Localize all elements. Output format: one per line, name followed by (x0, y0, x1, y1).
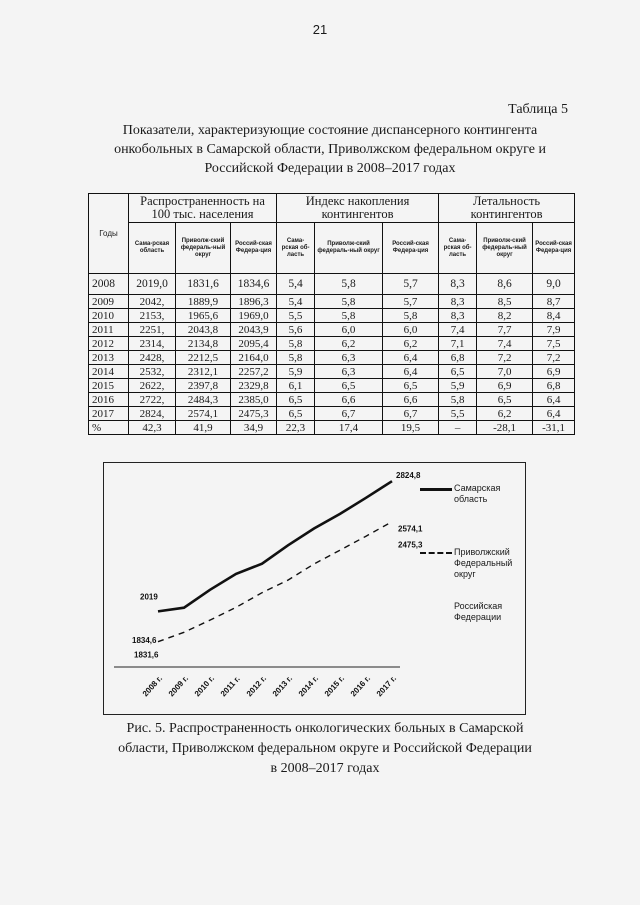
table-cell: 2164,0 (231, 351, 277, 365)
table-cell: 9,0 (533, 274, 575, 295)
table-cell: 42,3 (129, 421, 176, 435)
table-cell: 6,2 (477, 407, 533, 421)
table-cell: 5,4 (277, 274, 315, 295)
line-chart (103, 462, 526, 715)
table-cell: 6,6 (315, 393, 383, 407)
legend-swatch-solid (420, 488, 452, 491)
statistics-table (88, 193, 575, 435)
x-tick-label: 2016 г. (348, 673, 373, 699)
subheader: Сама-рская область (129, 223, 176, 274)
table-cell: 6,0 (315, 323, 383, 337)
table-cell: 2043,9 (231, 323, 277, 337)
table-cell: 6,0 (383, 323, 439, 337)
table-cell: 2622, (129, 379, 176, 393)
table-row (89, 323, 575, 337)
table-cell: 7,4 (477, 337, 533, 351)
table-cell: 2043,8 (176, 323, 231, 337)
table-cell: 6,5 (277, 407, 315, 421)
table-cell: 5,8 (277, 351, 315, 365)
table-cell: 2532, (129, 365, 176, 379)
table-cell: 7,2 (477, 351, 533, 365)
table-cell: 1831,6 (176, 274, 231, 295)
x-tick-label: 2017 г. (374, 673, 399, 699)
subheader: Приволж-ский федераль-ный округ (176, 223, 231, 274)
table-row (89, 337, 575, 351)
table-cell: 7,0 (477, 365, 533, 379)
table-title-line: Российской Федерации в 2008–2017 годах (204, 161, 456, 176)
table-label: Таблица 5 (508, 102, 568, 117)
table-cell: 2134,8 (176, 337, 231, 351)
table-cell: 5,9 (277, 365, 315, 379)
series-line-0 (158, 481, 392, 611)
table-cell: 5,7 (383, 274, 439, 295)
table-cell: 8,3 (439, 295, 477, 309)
table-cell: 8,5 (477, 295, 533, 309)
subheader: Приволж-ский федераль-ный округ (477, 223, 533, 274)
table-cell: 6,8 (533, 379, 575, 393)
row-year-cell: 2014 (89, 365, 129, 379)
table-cell: 6,1 (277, 379, 315, 393)
row-year-cell: 2008 (89, 274, 129, 295)
row-year-cell: 2012 (89, 337, 129, 351)
years-header: Годы (89, 194, 129, 274)
table-cell: 8,3 (439, 309, 477, 323)
table-cell: 19,5 (383, 421, 439, 435)
table-cell: 2095,4 (231, 337, 277, 351)
table-body (89, 274, 575, 435)
table-cell: 6,7 (315, 407, 383, 421)
row-year-cell: 2009 (89, 295, 129, 309)
row-year-cell: % (89, 421, 129, 435)
group-header-prevalence: Распространенность на 100 тыс. населения (129, 194, 277, 223)
row-year-cell: 2016 (89, 393, 129, 407)
group-header-accumulation-index: Индекс накопления контингентов (277, 194, 439, 223)
table-cell: 6,4 (533, 407, 575, 421)
table-cell: – (439, 421, 477, 435)
table-cell: 6,9 (533, 365, 575, 379)
table-cell: 6,5 (383, 379, 439, 393)
series-line-1 (158, 522, 392, 642)
x-tick-label: 2011 г. (218, 674, 242, 699)
caption-line: в 2008–2017 годах (270, 761, 380, 776)
table-cell: 2329,8 (231, 379, 277, 393)
table-cell: 6,6 (383, 393, 439, 407)
table-cell: 2153, (129, 309, 176, 323)
subheader: Сама-рская об-ласть (439, 223, 477, 274)
group-header-lethality: Летальность контингентов (439, 194, 575, 223)
table-cell: 5,8 (315, 274, 383, 295)
table-cell: -28,1 (477, 421, 533, 435)
table-cell: 8,3 (439, 274, 477, 295)
table-cell: 7,4 (439, 323, 477, 337)
table-cell: 17,4 (315, 421, 383, 435)
table-cell: 5,8 (277, 337, 315, 351)
table-cell: 6,7 (383, 407, 439, 421)
table-cell: -31,1 (533, 421, 575, 435)
x-tick-label: 2010 г. (192, 673, 217, 699)
subheader: Россий-ская Федера-ция (231, 223, 277, 274)
table-cell: 8,7 (533, 295, 575, 309)
table-cell: 5,8 (439, 393, 477, 407)
legend-label: Приволжский Федеральный округ (454, 547, 513, 579)
subheader: Россий-ская Федера-ция (533, 223, 575, 274)
table-cell: 2212,5 (176, 351, 231, 365)
caption-line: области, Приволжском федеральном округе и Российской Федерации (118, 741, 532, 756)
table-cell: 1969,0 (231, 309, 277, 323)
table-cell: 5,5 (277, 309, 315, 323)
data-label: 2019 (140, 592, 158, 602)
table-cell: 7,7 (477, 323, 533, 337)
subheader: Россий-ская Федера-ция (383, 223, 439, 274)
row-year-cell: 2013 (89, 351, 129, 365)
table-title-line: Показатели, характеризующие состояние диспансерного контингента (122, 123, 538, 138)
table-cell: 1889,9 (176, 295, 231, 309)
table-cell: 2314, (129, 337, 176, 351)
table-cell: 8,6 (477, 274, 533, 295)
table-cell: 7,5 (533, 337, 575, 351)
table-cell: 2257,2 (231, 365, 277, 379)
table-cell: 6,2 (315, 337, 383, 351)
table-cell: 1965,6 (176, 309, 231, 323)
table-cell: 6,4 (383, 351, 439, 365)
x-tick-label: 2008 г. (140, 673, 165, 699)
table-cell: 8,4 (533, 309, 575, 323)
table-cell: 2475,3 (231, 407, 277, 421)
table-cell: 7,9 (533, 323, 575, 337)
table-title-line: онкобольных в Самарской области, Приволжском федеральном округе и (114, 142, 546, 157)
table-cell: 5,8 (315, 295, 383, 309)
table-row (89, 407, 575, 421)
legend-swatch-dashed (420, 552, 452, 554)
table-row (89, 295, 575, 309)
table-cell: 6,8 (439, 351, 477, 365)
table-cell: 5,7 (383, 295, 439, 309)
table-cell: 8,2 (477, 309, 533, 323)
table-cell: 1896,3 (231, 295, 277, 309)
table-cell: 6,5 (439, 365, 477, 379)
table-row (89, 309, 575, 323)
legend-label: Российская Федерации (454, 601, 503, 622)
table-cell: 2042, (129, 295, 176, 309)
x-tick-label: 2014 г. (296, 673, 321, 699)
data-label: 2475,3 (398, 540, 423, 550)
table-row (89, 351, 575, 365)
table-cell: 7,2 (533, 351, 575, 365)
table-cell: 2312,1 (176, 365, 231, 379)
figure-caption (100, 719, 550, 779)
data-label: 2824,8 (396, 471, 421, 481)
subheader: Сама-рская об-ласть (277, 223, 315, 274)
table-cell: 2385,0 (231, 393, 277, 407)
table-cell: 2574,1 (176, 407, 231, 421)
table-cell: 6,5 (477, 393, 533, 407)
table-cell: 6,3 (315, 351, 383, 365)
table-cell: 5,5 (439, 407, 477, 421)
data-label: 1831,6 (134, 650, 159, 660)
x-tick-label: 2015 г. (322, 673, 347, 699)
table-cell: 22,3 (277, 421, 315, 435)
row-year-cell: 2011 (89, 323, 129, 337)
table-cell: 34,9 (231, 421, 277, 435)
table-cell: 6,5 (277, 393, 315, 407)
row-year-cell: 2010 (89, 309, 129, 323)
table-cell: 7,1 (439, 337, 477, 351)
table-title (80, 121, 580, 178)
table-cell: 5,4 (277, 295, 315, 309)
row-year-cell: 2017 (89, 407, 129, 421)
x-tick-label: 2013 г. (270, 673, 295, 699)
legend-label: Самарская область (454, 483, 501, 504)
table-cell: 2824, (129, 407, 176, 421)
table-cell: 2722, (129, 393, 176, 407)
table-cell: 6,4 (383, 365, 439, 379)
table-row (89, 379, 575, 393)
table-cell: 6,3 (315, 365, 383, 379)
table-row (89, 421, 575, 435)
table-cell: 6,2 (383, 337, 439, 351)
table-cell: 6,5 (315, 379, 383, 393)
x-tick-label: 2012 г. (244, 673, 269, 699)
row-year-cell: 2015 (89, 379, 129, 393)
data-label: 1834,6 (132, 636, 157, 646)
table-cell: 5,6 (277, 323, 315, 337)
table-cell: 6,9 (477, 379, 533, 393)
table-cell: 41,9 (176, 421, 231, 435)
table-cell: 5,8 (315, 309, 383, 323)
table-cell: 2251, (129, 323, 176, 337)
table-row (89, 274, 575, 295)
table-cell: 2019,0 (129, 274, 176, 295)
table-row (89, 393, 575, 407)
table-cell: 2397,8 (176, 379, 231, 393)
caption-line: Рис. 5. Распространенность онкологических больных в Самарской (126, 721, 524, 736)
table-cell: 6,4 (533, 393, 575, 407)
table-cell: 5,9 (439, 379, 477, 393)
table-cell: 1834,6 (231, 274, 277, 295)
page-number: 21 (312, 22, 328, 37)
table-cell: 5,8 (383, 309, 439, 323)
subheader: Приволж-ский федераль-ный округ (315, 223, 383, 274)
data-label: 2574,1 (398, 524, 423, 534)
x-tick-label: 2009 г. (166, 673, 191, 699)
table-cell: 2484,3 (176, 393, 231, 407)
table-row (89, 365, 575, 379)
table-cell: 2428, (129, 351, 176, 365)
